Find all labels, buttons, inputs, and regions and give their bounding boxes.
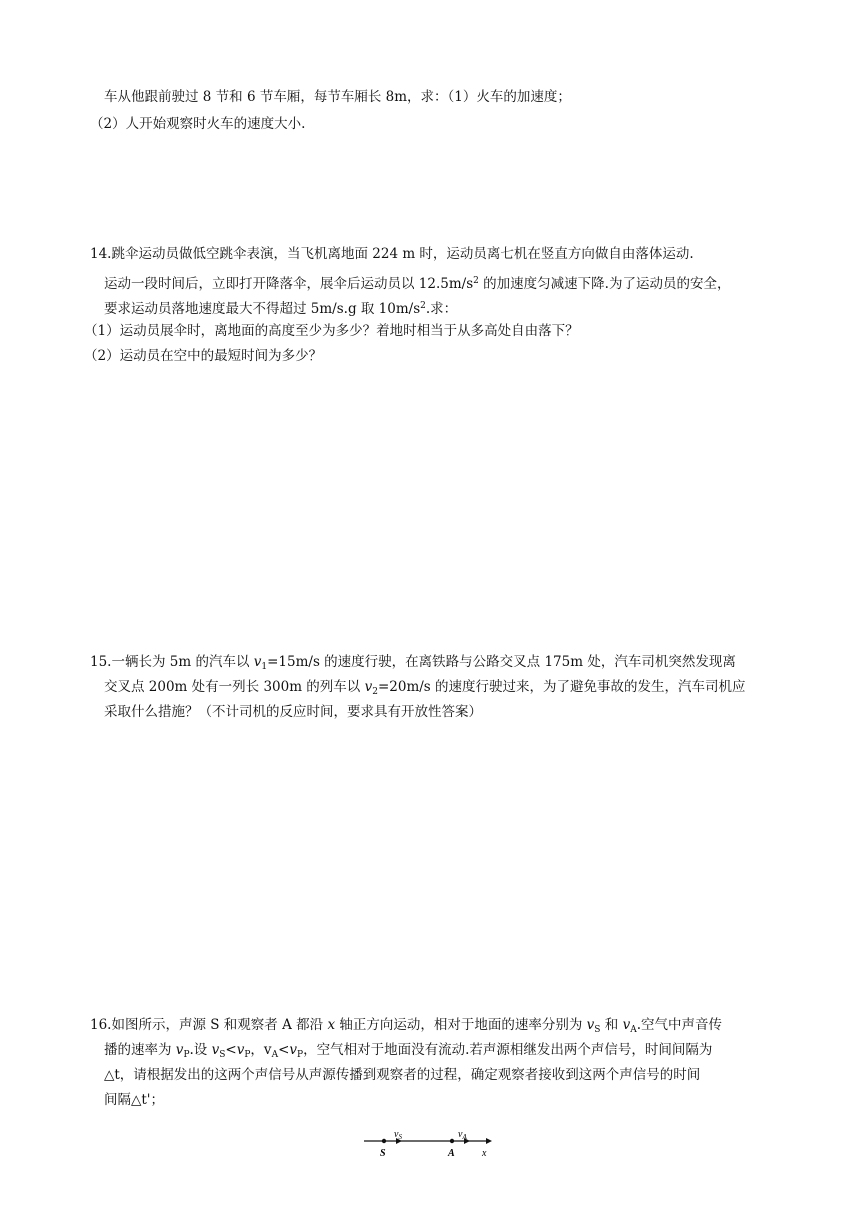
source-label: S: [380, 1148, 386, 1159]
q16-line-2: 播的速率为 $v_P$.设 $v_S<v_P$，$v_A<v_P$，空气相对于地面没有流动.若声源相继发出两个声信号，时间间隔为: [104, 1042, 713, 1060]
q15-line-1: 15.一辆长为 5m 的汽车以 $v_1=15m/s$ 的速度行驶，在离铁路与公路交叉点 175m 处，汽车司机突然发现离: [90, 654, 736, 672]
q13-line-1: 车从他跟前驶过 8 节和 6 节车厢，每节车厢长 8m，求：（1）火车的加速度；: [104, 89, 571, 105]
q14-part-1: （1）运动员展伞时，离地面的高度至少为多少？着地时相当于从多高处自由落下？: [84, 323, 579, 339]
observer-velocity-label: $v_A$: [458, 1129, 467, 1141]
q14-line-1: 14.跳伞运动员做低空跳伞表演，当飞机离地面 224 m 时，运动员离七机在竖直方向做自由落体运动.: [90, 246, 694, 262]
q14-part-2: （2）运动员在空中的最短时间为多少？: [84, 348, 323, 364]
observer-point: [450, 1139, 454, 1143]
source-velocity-label: $v_S$: [394, 1129, 402, 1141]
q16-line-3: △t，请根据发出的这两个声信号从声源传播到观察者的过程，确定观察者接收到这两个声信号的时间: [104, 1067, 701, 1083]
x-axis-arrow: [486, 1138, 492, 1144]
q16-line-4: 间隔△t'；: [104, 1092, 165, 1108]
q15-line-2: 交叉点 200m 处有一列长 300m 的列车以 $v_2=20m/s$ 的速度行驶过来，为了避免事故的发生，汽车司机应: [104, 679, 746, 697]
q13-line-2: （2）人开始观察时火车的速度大小.: [90, 116, 306, 132]
sound-source-observer-figure: [362, 1128, 494, 1160]
source-point: [382, 1139, 386, 1143]
x-axis-label: x: [482, 1148, 487, 1159]
observer-label: A: [448, 1148, 455, 1159]
q16-line-1: 16.如图所示，声源 S 和观察者 A 都沿 x 轴正方向运动，相对于地面的速率分别为 $v_S$ 和 $v_A$.空气中声音传: [90, 1017, 722, 1035]
q14-line-3: 要求运动员落地速度最大不得超过 5m/s.g 取 $10m/s^2$.求：: [104, 301, 458, 317]
q14-line-2: 运动一段时间后，立即打开降落伞，展伞后运动员以 $12.5m/s^2$ 的加速度匀减速下降.为了运动员的安全，: [104, 276, 731, 292]
q15-line-3: 采取什么措施？（不计司机的反应时间，要求具有开放性答案）: [104, 704, 482, 720]
